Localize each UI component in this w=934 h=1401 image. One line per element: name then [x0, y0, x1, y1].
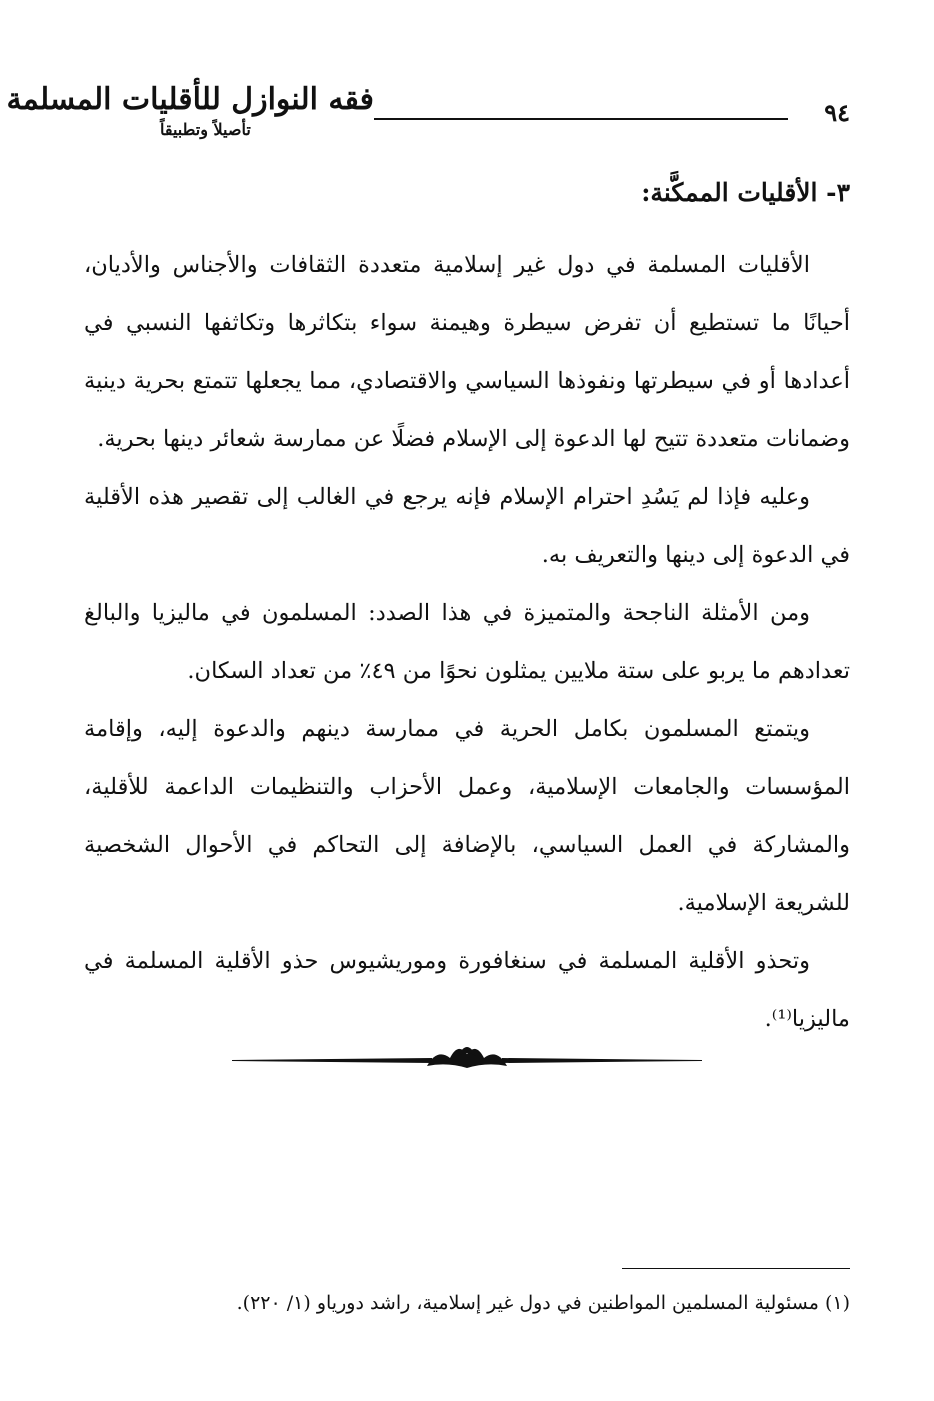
body-text	[84, 236, 850, 1048]
section-heading: ٣- الأقليات الممكَّنة:	[641, 178, 850, 207]
book-title: فقه النوازل للأقليات المسلمة	[6, 82, 374, 117]
book-title-block	[6, 80, 374, 140]
paragraph: الأقليات المسلمة في دول غير إسلامية متعددة الثقافات والأجناس والأديان، أحيانًا ما تستطيع أن تفرض سيطرة وهيمنة سواء بتكاثرها وتكاثفها النسبي في أعدادها أو في سيطرتها ونفوذها السياسي والاقتصادي، مما يجعلها تتمتع بحرية دينية وضمانات متعددة تتيح لها الدعوة إلى الإسلام فضلًا عن ممارسة شعائر دينها بحرية.	[84, 252, 850, 452]
header-rule	[374, 118, 788, 120]
book-subtitle: تأصيلاً وتطبيقاً	[160, 120, 251, 139]
paragraph: وتحذو الأقلية المسلمة في سنغافورة وموريشيوس حذو الأقلية المسلمة في ماليزيا⁽¹⁾.	[84, 948, 850, 1032]
page-header	[6, 80, 850, 150]
footnote: (١) مسئولية المسلمين المواطنين في دول غير إسلامية، راشد دورياو (١/ ٢٢٠).	[236, 1292, 850, 1314]
paragraph: وعليه فإذا لم يَسُدِ احترام الإسلام فإنه يرجع في الغالب إلى تقصير هذه الأقلية في الدعوة إلى دينها والتعريف به.	[84, 484, 850, 568]
paragraph: ومن الأمثلة الناجحة والمتميزة في هذا الصدد: المسلمون في ماليزيا والبالغ تعدادهم ما يربو على ستة ملايين يمثلون نحوًا من ٤٩٪ من تعداد السكان.	[84, 600, 850, 684]
footnote-rule	[622, 1268, 850, 1269]
section-end-ornament	[232, 1036, 702, 1086]
page-number: ٩٤	[824, 98, 850, 127]
paragraph: ويتمتع المسلمون بكامل الحرية في ممارسة دينهم والدعوة إليه، وإقامة المؤسسات والجامعات الإسلامية، وعمل الأحزاب والتنظيمات الداعمة للأقلية، والمشاركة في العمل السياسي، بالإضافة إلى التحاكم في الأحوال الشخصية للشريعة الإسلامية.	[84, 716, 850, 916]
